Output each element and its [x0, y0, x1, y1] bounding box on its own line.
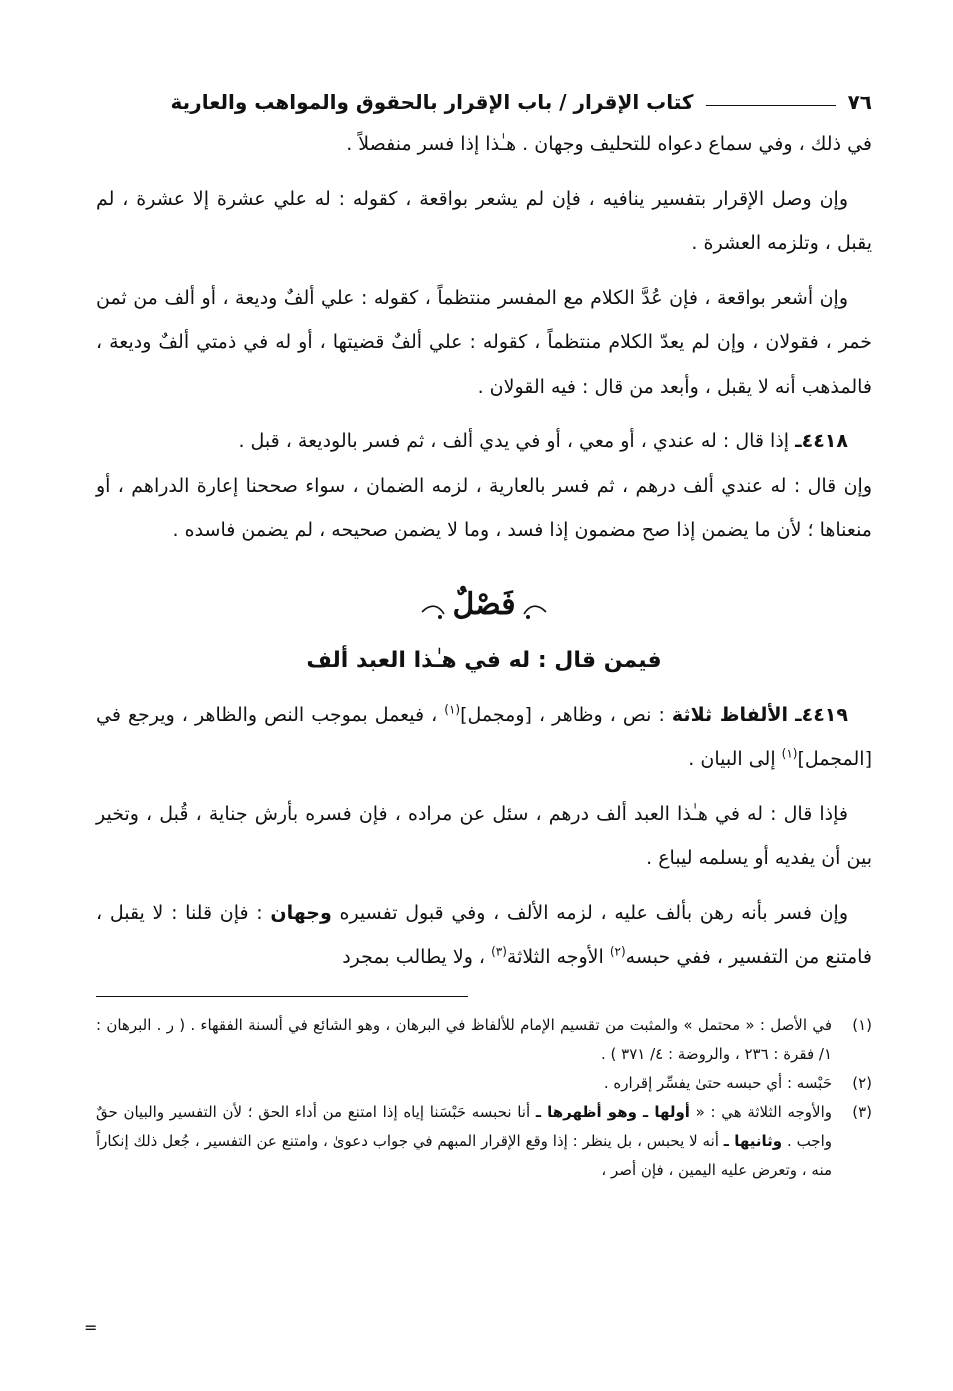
- paragraph-gap: [96, 409, 872, 419]
- paragraph-text: : نص ، وظاهر ، [ومجمل]: [460, 703, 665, 726]
- book-page: [96, 82, 872, 1185]
- paragraph-lead: الألفاظ ثلاثة: [671, 703, 789, 726]
- footnote-text: أنا نحبسه حَبْسَنا إياه إذا امتنع من أداء الحق ؛ لأن التفسير والبيان حقٌ واجب .: [96, 1102, 832, 1150]
- footnote-bold: وثانيها ـ: [723, 1131, 783, 1150]
- main-text: [96, 122, 872, 980]
- footnote: [96, 1098, 872, 1185]
- paragraph-number: ٤٤١٨ـ: [795, 430, 848, 452]
- page-number: ٧٦: [847, 90, 872, 114]
- paragraph-gap: [96, 782, 872, 792]
- footnote-text: في الأصل : « محتمل » والمثبت من تقسيم الإمام للألفاظ في البرهان ، وهو الشائع في ألسنة الفقهاء . ( ر . البرهان : ١/ فقرة : ٢٣٦ ، والروضة : ٤/ ٣٧١ ) .: [96, 1015, 832, 1063]
- footnote-ref: (٣): [491, 944, 507, 959]
- paragraph: وإن أشعر بواقعة ، فإن عُدَّ الكلام مع المفسر منتظماً ، كقوله : علي ألفٌ وديعة ، أو ألف من ثمن خمر ، فقولان ، وإن لم يعدّ الكلام منتظماً ، كقوله : علي ألفٌ قضيتها ، أو له في ذمتي ألفٌ وديعة ، فالمذهب أنه لا يقبل ، وأبعد من قال : فيه القولان .: [96, 286, 872, 398]
- paragraph-text: وإن فسر بأنه رهن بألف عليه ، لزمه الألف ، وفي قبول تفسيره: [339, 901, 849, 924]
- paragraph-gap: [96, 881, 872, 891]
- footnote-number: (٣): [852, 1102, 872, 1121]
- running-title: كتاب الإقرار / باب الإقرار بالحقوق والمواهب والعارية: [170, 90, 694, 114]
- footnote-ref: (٢): [609, 944, 626, 959]
- footnote-rule: [96, 996, 468, 997]
- paragraph: في ذلك ، وفي سماع دعواه للتحليف وجهان . هـٰذا إذا فسر منفصلاً .: [346, 133, 872, 155]
- ornament-flourish-icon: [420, 602, 446, 622]
- paragraph-text: الأوجه الثلاثة: [506, 946, 604, 968]
- paragraph-gap: [96, 266, 872, 276]
- footnotes: [96, 1011, 872, 1185]
- paragraph-text: ، ولا يطالب بمجرد: [342, 946, 486, 968]
- footnote-number: (١): [852, 1015, 872, 1034]
- running-header: [96, 82, 872, 122]
- paragraph: وإن وصل الإقرار بتفسير ينافيه ، فإن لم يشعر بواقعة ، كقوله : له علي عشرة إلا عشرة ، لم يقبل ، وتلزمه العشرة .: [96, 187, 872, 254]
- header-rule: [706, 105, 836, 106]
- footnote-text: أنه لا يحبس ، بل ينظر : إذا وقع الإقرار المبهم في جواب دعوىٰ ، وامتنع عن التفسير ، جُعل ذلك إنكاراً منه ، وتعرض عليه اليمين ، فإن أصر ،: [96, 1131, 832, 1179]
- paragraph: فإذا قال : له في هـٰذا العبد ألف درهم ، سئل عن مراده ، فإن فسره بأرش جناية ، قُبل ، وتخير بين أن يفديه أو يسلمه ليباع .: [96, 802, 872, 869]
- paragraph: وإن قال : له عندي ألف درهم ، ثم فسر بالعارية ، لزمه الضمان ، سواء صححنا إعارة الدراهم ، أو منعناها ؛ لأن ما يضمن إذا صح مضمون إذا فسد ، وما لا يضمن صحيحه ، لم يضمن فاسده .: [96, 474, 872, 541]
- paragraph-text: : فإن قلنا : لا يقبل ، فامتنع من التفسير ، ففي حبسه: [96, 901, 872, 968]
- paragraph-text: إلى البيان .: [688, 748, 776, 770]
- paragraph: [96, 891, 872, 980]
- paragraph-text: ، فيعمل بموجب النص والظاهر ، ويرجع في [المجمل]: [96, 703, 872, 770]
- ornament-flourish-icon: [522, 602, 548, 622]
- footnote-ref: (١): [444, 702, 461, 717]
- section-title: فيمن قال : له في هـٰذا العبد ألف: [306, 647, 662, 673]
- paragraph-4418: [96, 419, 872, 464]
- footnote-ref: (١): [781, 746, 798, 761]
- footnote-text-container: [96, 1098, 832, 1185]
- continuation-mark: =: [84, 1318, 98, 1337]
- footnote-text: والأوجه الثلاثة هي : «: [695, 1102, 832, 1121]
- footnote-bold: أولها ـ وهو أظهرها ـ: [535, 1102, 690, 1121]
- footnote: [96, 1011, 872, 1069]
- paragraph-bold-word: وجهان: [270, 901, 332, 924]
- paragraph-number: ٤٤١٩ـ: [795, 703, 848, 726]
- section-ornament: [96, 579, 872, 639]
- footnote-number: (٢): [852, 1073, 872, 1092]
- footnote: [96, 1069, 872, 1098]
- section-ornament-label: فَصْلٌ: [452, 586, 516, 622]
- footnote-text: حَبْسه : أي حبسه حتىٰ يفسِّر إقراره .: [603, 1073, 832, 1092]
- paragraph-text: إذا قال : له عندي ، أو معي ، أو في يدي ألف ، ثم فسر بالوديعة ، قبل .: [238, 430, 790, 452]
- paragraph-4419: [96, 693, 872, 782]
- paragraph-gap: [96, 167, 872, 177]
